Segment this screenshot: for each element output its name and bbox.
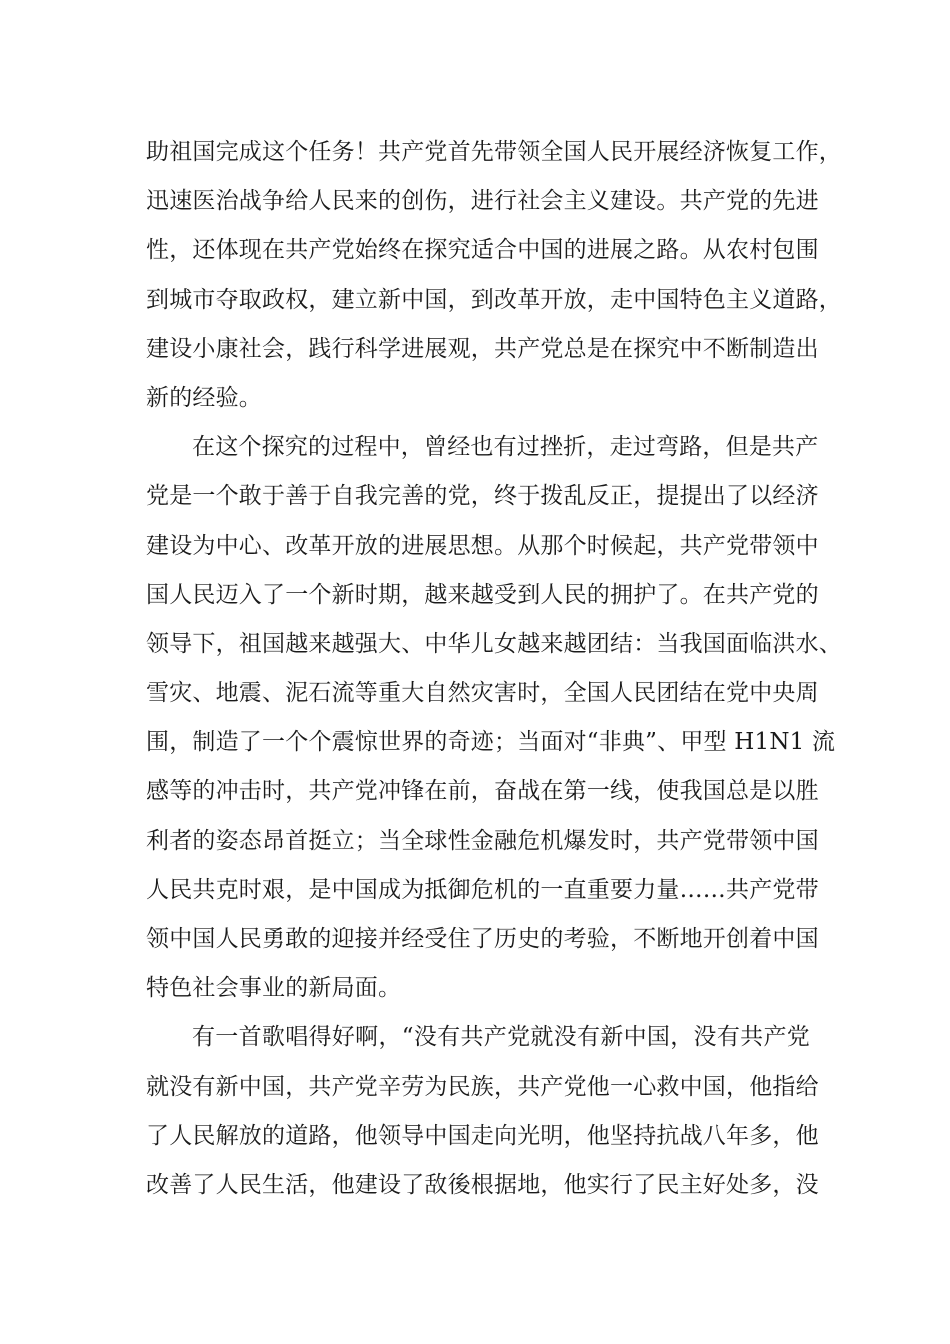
text-line: 助祖国完成这个任务！共产党首先带领全国人民开展经济恢复工作，: [146, 139, 842, 165]
text-line: 改善了人民生活，他建设了敌後根据地，他实行了民主好处多，没: [146, 1171, 819, 1198]
text-line: 建设为中心、改革开放的进展思想。从那个时候起，共产党带领中: [146, 532, 819, 559]
text-line: 利者的姿态昂首挺立；当全球性金融危机爆发时，共产党带领中国: [146, 827, 819, 854]
text-line: 到城市夺取政权，建立新中国，到改革开放，走中国特色主义道路，: [146, 286, 842, 313]
text-line: 人民共克时艰，是中国成为抵御危机的一直重要力量……共产党带: [146, 876, 819, 903]
text-line: 党是一个敢于善于自我完善的党，终于拨乱反正，提提出了以经济: [146, 483, 819, 510]
text-line: 建设小康社会，践行科学进展观，共产党总是在探究中不断制造出: [146, 335, 819, 362]
text-line: 就没有新中国，共产党辛劳为民族，共产党他一心救中国，他指给: [146, 1073, 819, 1100]
text-line: 新的经验。: [146, 384, 262, 411]
text-line: 感等的冲击时，共产党冲锋在前，奋战在第一线，使我国总是以胜: [146, 778, 819, 805]
text-line: 有一首歌唱得好啊，“没有共产党就没有新中国，没有共产党: [192, 1024, 810, 1051]
text-line: 雪灾、地震、泥石流等重大自然灾害时，全国人民团结在党中央周: [146, 680, 819, 707]
text-line: 了人民解放的道路，他领导中国走向光明，他坚持抗战八年多，他: [146, 1122, 819, 1149]
text-line: 领中国人民勇敢的迎接并经受住了历史的考验，不断地开创着中国: [146, 926, 819, 952]
body-text: [146, 128, 842, 1210]
text-line: 性，还体现在共产党始终在探究适合中国的进展之路。从农村包围: [146, 237, 819, 264]
text-line: 领导下，祖国越来越强大、中华儿女越来越团结：当我国面临洪水、: [146, 630, 842, 657]
text-line: 迅速医治战争给人民来的创伤，进行社会主义建设。共产党的先进: [146, 188, 819, 215]
text-line: 围，制造了一个个震惊世界的奇迹；当面对“非典”、甲型 H1N1 流: [146, 729, 836, 756]
text-line: 特色社会事业的新局面。: [146, 975, 402, 1002]
text-line: 国人民迈入了一个新时期，越来越受到人民的拥护了。在共产党的: [146, 581, 819, 608]
text-line: 在这个探究的过程中，曾经也有过挫折，走过弯路，但是共产: [192, 434, 819, 461]
